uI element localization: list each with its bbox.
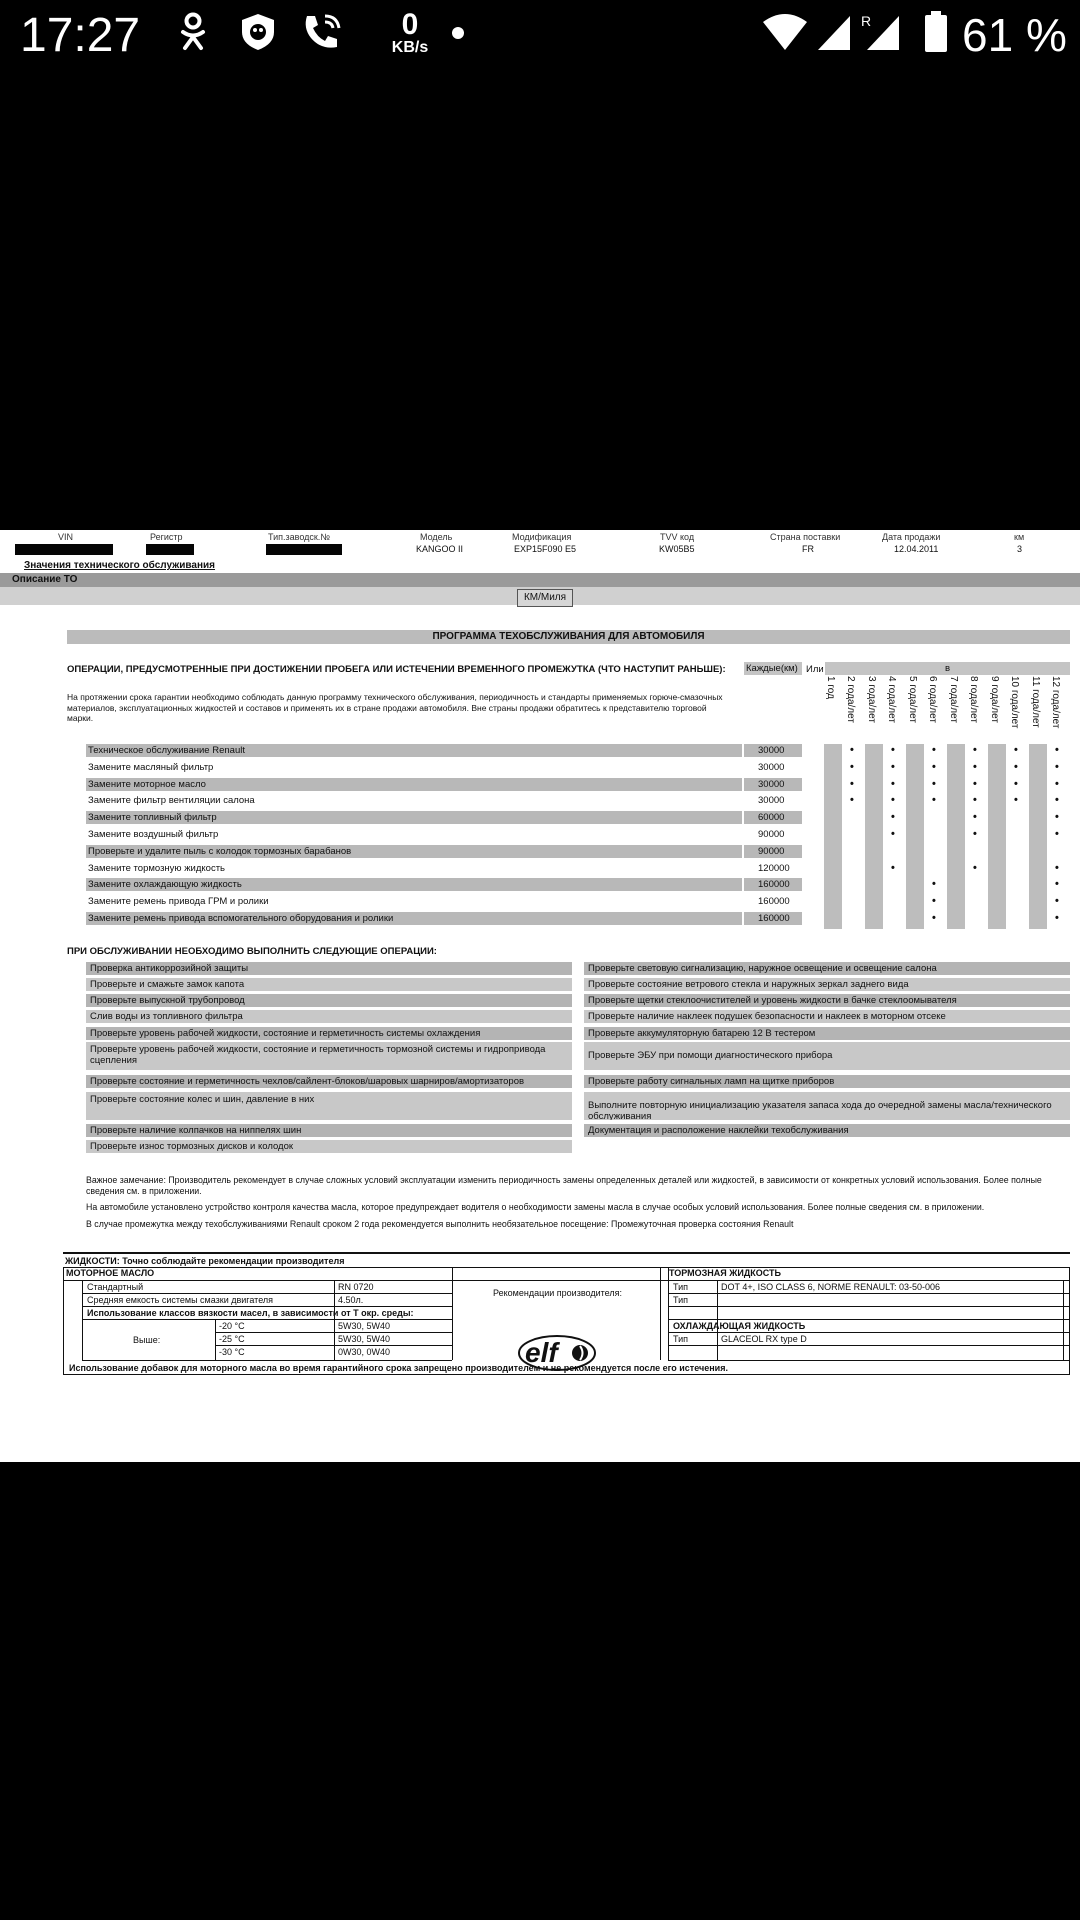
factory-number-label: Тип.заводск.№ xyxy=(268,532,330,542)
section-title: Описание ТО xyxy=(12,574,78,585)
wifi-icon xyxy=(760,12,810,52)
tvv-value: KW05B5 xyxy=(659,544,695,554)
maker-reco-label: Рекомендации производителя: xyxy=(493,1288,622,1298)
maintenance-mark: • xyxy=(1055,777,1059,790)
year-header: 12 года/лет xyxy=(1050,676,1061,729)
year-header: 4 года/лет xyxy=(886,676,897,723)
service-op-left: Проверьте уровень рабочей жидкости, состояние и герметичность тормозной системы и гидропривода сцепления xyxy=(86,1042,572,1070)
maintenance-mark: • xyxy=(973,828,977,840)
grid-column-shade xyxy=(947,744,965,929)
battery-icon xyxy=(922,12,950,52)
service-op-left: Проверьте состояние колес и шин, давление в них xyxy=(86,1092,572,1120)
fl-v9 xyxy=(1063,1280,1064,1360)
maintenance-row xyxy=(86,828,742,841)
service-op-left: Слив воды из топливного фильтра xyxy=(86,1010,572,1023)
maintenance-mark: • xyxy=(973,777,977,790)
maintenance-mark: • xyxy=(1014,794,1018,807)
maintenance-mark: • xyxy=(1055,828,1059,840)
maintenance-mark: • xyxy=(1014,744,1018,756)
maintenance-row xyxy=(86,912,742,925)
row-label: Замените масляный фильтр xyxy=(88,761,214,773)
maintenance-mark: • xyxy=(1055,861,1059,874)
fl-h7 xyxy=(82,1360,452,1361)
year-header: 11 года/лет xyxy=(1030,676,1041,728)
svg-text:elf: elf xyxy=(525,1337,558,1368)
fl-h13 xyxy=(668,1360,1070,1361)
maintenance-mark: • xyxy=(1014,777,1018,790)
visc-20: 5W30, 5W40 xyxy=(338,1321,391,1331)
country-label: Страна поставки xyxy=(770,532,841,542)
fl-v1 xyxy=(82,1280,83,1360)
grid-column-shade xyxy=(906,744,924,929)
service-op-right: Проверьте световую сигнализацию, наружное освещение и освещение салона xyxy=(584,962,1070,975)
note-interim-check: В случае промежутка между техобслуживаниями Renault сроком 2 года рекомендуется выполнить необязательное посещение: Промежуточная проверка состояния Renault xyxy=(86,1219,794,1229)
brake-type-label: Тип xyxy=(673,1282,689,1292)
or-label: Или xyxy=(806,664,824,675)
register-label: Регистр xyxy=(150,532,183,542)
maintenance-mark: • xyxy=(932,878,936,891)
note-oil-sensor: На автомобиле установлено устройство контроля качества масла, которое предупреждает водителя о необходимости замены масла в случае особых условий использования. Более полные сведения см. в приложении. xyxy=(86,1202,985,1212)
maintenance-mark: • xyxy=(932,895,936,908)
maintenance-mark: • xyxy=(973,794,977,807)
service-op-left: Проверка антикоррозийной защиты xyxy=(86,962,572,975)
coolant-type-label: Тип xyxy=(673,1334,689,1344)
fl-h4 xyxy=(82,1319,452,1320)
row-label: Проверьте и удалите пыль с колодок тормозных барабанов xyxy=(88,845,352,857)
service-op-right: Проверьте ЭБУ при помощи диагностического прибора xyxy=(584,1042,1070,1070)
maintenance-mark: • xyxy=(932,777,936,790)
fl-v6 xyxy=(660,1267,661,1360)
grid-column-shade xyxy=(865,744,883,929)
maintenance-mark: • xyxy=(850,744,854,756)
vin-redacted xyxy=(15,544,113,555)
maintenance-row xyxy=(86,895,742,908)
ops-heading: ОПЕРАЦИИ, ПРЕДУСМОТРЕННЫЕ ПРИ ДОСТИЖЕНИИ ПРОБЕГА ИЛИ ИСТЕЧЕНИИ ВРЕМЕННОГО ПРОМЕЖУТКА (ЧТО НАСТУПИТ РАНЬШЕ): xyxy=(67,664,726,675)
row-label: Замените воздушный фильтр xyxy=(88,829,219,840)
maintenance-mark: • xyxy=(891,760,895,773)
brake-type-value: DOT 4+, ISO CLASS 6, NORME RENAULT: 03-50-006 xyxy=(721,1282,940,1292)
maintenance-mark: • xyxy=(1055,895,1059,908)
brake-fluid-heading: ТОРМОЗНАЯ ЖИДКОСТЬ xyxy=(669,1268,782,1278)
standard-value: RN 0720 xyxy=(338,1282,374,1292)
sale-date-label: Дата продажи xyxy=(882,532,941,542)
year-header: 6 года/лет xyxy=(927,676,938,723)
maintenance-mark: • xyxy=(973,744,977,756)
maintenance-mark: • xyxy=(1055,760,1059,773)
service-op-right: Проверьте щетки стеклоочистителей и уровень жидкости в бачке стеклоомывателя xyxy=(584,994,1070,1007)
status-bar xyxy=(0,0,1080,72)
maintenance-row xyxy=(86,794,742,807)
maintenance-mark: • xyxy=(891,744,895,756)
row-label: Замените моторное масло xyxy=(88,778,206,790)
row-label: Замените ремень привода ГРМ и ролики xyxy=(88,896,269,908)
battery-percent: 61 % xyxy=(962,9,1067,61)
service-op-right: Выполните повторную инициализацию указателя запаса хода до очередной замены масла/технического обслуживания xyxy=(584,1092,1070,1120)
row-km: 60000 xyxy=(744,811,802,824)
maintenance-mark: • xyxy=(1055,744,1059,756)
country-value: FR xyxy=(802,544,814,554)
maintenance-mark: • xyxy=(1055,811,1059,824)
visc-30: 0W30, 0W40 xyxy=(338,1347,391,1357)
grid-column-shade xyxy=(824,744,842,929)
fluids-top-line xyxy=(63,1252,1070,1254)
maintenance-row xyxy=(86,778,742,791)
row-km: 30000 xyxy=(744,744,802,757)
fl-h9 xyxy=(668,1306,1070,1307)
maintenance-mark: • xyxy=(973,760,977,773)
row-km: 30000 xyxy=(758,761,785,773)
service-op-right: Проверьте работу сигнальных ламп на щитке приборов xyxy=(584,1075,1070,1088)
maintenance-mark: • xyxy=(850,777,854,790)
row-km: 30000 xyxy=(758,795,785,807)
service-op-right: Документация и расположение наклейки техобслуживания xyxy=(584,1124,1070,1137)
clock: 17:27 xyxy=(20,9,141,62)
maintenance-mark: • xyxy=(891,861,895,874)
capacity-label: Средняя емкость системы смазки двигателя xyxy=(87,1295,274,1305)
service-ops-heading: ПРИ ОБСЛУЖИВАНИИ НЕОБХОДИМО ВЫПОЛНИТЬ СЛЕДУЮЩИЕ ОПЕРАЦИИ: xyxy=(67,946,437,957)
signal-icon xyxy=(815,12,853,52)
net-speed: 0 KB/s xyxy=(391,8,429,56)
service-op-left: Проверьте и смажьте замок капота xyxy=(86,978,572,991)
maintenance-row xyxy=(86,878,742,891)
factory-number-redacted xyxy=(266,544,342,555)
row-label: Замените топливный фильтр xyxy=(88,812,217,824)
km-value: 3 xyxy=(1017,544,1023,554)
maintenance-mark: • xyxy=(850,760,854,773)
grid-column-shade xyxy=(988,744,1006,929)
capacity-value: 4.50л. xyxy=(338,1295,364,1305)
temp-30: -30 °C xyxy=(219,1347,245,1357)
service-op-left: Проверьте выпускной трубопровод xyxy=(86,994,572,1007)
phone-wifi-icon xyxy=(300,12,346,52)
row-km: 160000 xyxy=(758,896,790,908)
maintenance-mark: • xyxy=(932,794,936,807)
maintenance-mark: • xyxy=(973,861,977,874)
maintenance-mark: • xyxy=(891,794,895,807)
modification-label: Модификация xyxy=(512,532,572,542)
year-header: 9 года/лет xyxy=(989,676,1000,723)
shield-icon xyxy=(236,12,280,52)
maintenance-document xyxy=(0,530,1080,1462)
tvv-label: TVV код xyxy=(660,532,695,542)
service-op-left: Проверьте износ тормозных дисков и колодок xyxy=(86,1140,572,1153)
row-km: 120000 xyxy=(758,862,790,874)
odnoklassniki-icon xyxy=(176,12,210,52)
row-km: 160000 xyxy=(744,912,802,925)
register-redacted xyxy=(146,544,194,555)
maintenance-mark: • xyxy=(1055,794,1059,807)
row-label: Замените охлаждающую жидкость xyxy=(88,879,242,891)
maintenance-row xyxy=(86,862,742,875)
viscosity-label: Использование классов вязкости масел, в зависимости от Т окр. среды: xyxy=(87,1308,414,1318)
maintenance-row xyxy=(86,811,742,824)
service-op-right: Проверьте аккумуляторную батарею 12 В тестером xyxy=(584,1027,1070,1040)
maintenance-mark: • xyxy=(1055,878,1059,891)
section-bar xyxy=(0,573,1080,587)
svg-text:R: R xyxy=(861,13,872,29)
year-header: 10 года/лет xyxy=(1009,676,1020,729)
fl-v7 xyxy=(668,1267,669,1360)
service-op-right: Проверьте состояние ветрового стекла и наружных зеркал заднего вида xyxy=(584,978,1070,991)
maintenance-values-link[interactable]: Значения технического обслуживания xyxy=(24,560,216,571)
program-title: ПРОГРАММА ТЕХОБСЛУЖИВАНИЯ ДЛЯ АВТОМОБИЛЯ xyxy=(67,630,1070,644)
maintenance-row xyxy=(86,761,742,774)
coolant-heading: ОХЛАЖДАЮЩАЯ ЖИДКОСТЬ xyxy=(673,1321,806,1331)
above-label: Выше: xyxy=(133,1335,161,1345)
coolant-type-value: GLACEOL RX type D xyxy=(721,1334,807,1344)
standard-label: Стандартный xyxy=(87,1282,144,1292)
year-header: 3 года/лет xyxy=(866,676,877,723)
fl-h12 xyxy=(668,1345,1070,1346)
km-label: км xyxy=(1014,532,1025,542)
service-op-right: Проверьте наличие наклеек подушек безопасности и наклеек в моторном отсеке xyxy=(584,1010,1070,1023)
year-header: 8 года/лет xyxy=(968,676,979,723)
year-header: 7 года/лет xyxy=(948,676,959,723)
fl-v5 xyxy=(452,1267,453,1360)
fl-h8 xyxy=(668,1293,1070,1294)
notification-dot xyxy=(452,27,464,39)
model-value: KANGOO II xyxy=(416,544,464,554)
row-km: 160000 xyxy=(744,878,802,891)
row-km: 30000 xyxy=(744,778,802,791)
service-op-left: Проверьте уровень рабочей жидкости, состояние и герметичность системы охлаждения xyxy=(86,1027,572,1040)
row-label: Техническое обслуживание Renault xyxy=(88,745,245,756)
maintenance-mark: • xyxy=(932,912,936,924)
every-km-label: Каждые(км) xyxy=(744,662,802,675)
maintenance-mark: • xyxy=(891,777,895,790)
fluids-heading: ЖИДКОСТИ: Точно соблюдайте рекомендации производителя xyxy=(65,1256,345,1266)
vin-label: VIN xyxy=(58,532,74,542)
maintenance-row xyxy=(86,744,742,757)
additives-footer: Использование добавок для моторного масла во время гарантийного срока запрещено производителем и не рекомендуется после его истечения. xyxy=(69,1363,728,1373)
brake-type-label-2: Тип xyxy=(673,1295,689,1305)
row-label: Замените тормозную жидкость xyxy=(88,862,225,874)
maintenance-mark: • xyxy=(932,744,936,756)
maintenance-mark: • xyxy=(1055,912,1059,924)
km-mile-button[interactable]: КМ/Миля xyxy=(517,589,573,607)
year-header: 1 год xyxy=(825,676,836,699)
maintenance-mark: • xyxy=(973,811,977,824)
row-label: Замените фильтр вентиляции салона xyxy=(88,795,255,807)
note-important: Важное замечание: Производитель рекомендует в случае сложных условий эксплуатации изменить периодичность замены определенных деталей или жидкостей, в зависимости от конкретных условий использования. Более полные сведения см. в приложении. xyxy=(86,1175,1042,1196)
maintenance-mark: • xyxy=(932,760,936,773)
row-label: Замените ремень привода вспомогательного оборудования и ролики xyxy=(88,913,394,924)
year-header: 2 года/лет xyxy=(845,676,856,723)
maintenance-row xyxy=(86,845,742,858)
roaming-signal-icon xyxy=(858,12,904,52)
service-op-left: Проверьте наличие колпачков на ниппелях шин xyxy=(86,1124,572,1137)
temp-25: -25 °C xyxy=(219,1334,245,1344)
maintenance-mark: • xyxy=(891,828,895,840)
model-label: Модель xyxy=(420,532,453,542)
row-km: 90000 xyxy=(758,829,785,840)
years-header: в xyxy=(825,662,1070,675)
engine-oil-heading: МОТОРНОЕ МАСЛО xyxy=(66,1268,155,1278)
maintenance-mark: • xyxy=(891,811,895,824)
visc-25: 5W30, 5W40 xyxy=(338,1334,391,1344)
temp-20: -20 °C xyxy=(219,1321,245,1331)
row-km: 90000 xyxy=(744,845,802,858)
maintenance-mark: • xyxy=(850,794,854,807)
sale-date-value: 12.04.2011 xyxy=(894,544,939,554)
grid-column-shade xyxy=(1029,744,1047,929)
maintenance-mark: • xyxy=(1014,760,1018,773)
year-header: 5 года/лет xyxy=(907,676,918,723)
modification-value: EXP15F090 E5 xyxy=(514,544,577,554)
service-op-left: Проверьте состояние и герметичность чехлов/сайлент-блоков/шаровых шарниров/амортизаторов xyxy=(86,1075,572,1088)
warranty-text: На протяжении срока гарантии необходимо соблюдать данную программу технического обслуживания, периодичность и стандарты применяемых горюче-смазочных материалов, эксплуатационных жидкостей и составов и применять их в стране продажи автомобиля. Вне страны продажи обратитесь к представителю торговой марки. xyxy=(67,692,723,723)
